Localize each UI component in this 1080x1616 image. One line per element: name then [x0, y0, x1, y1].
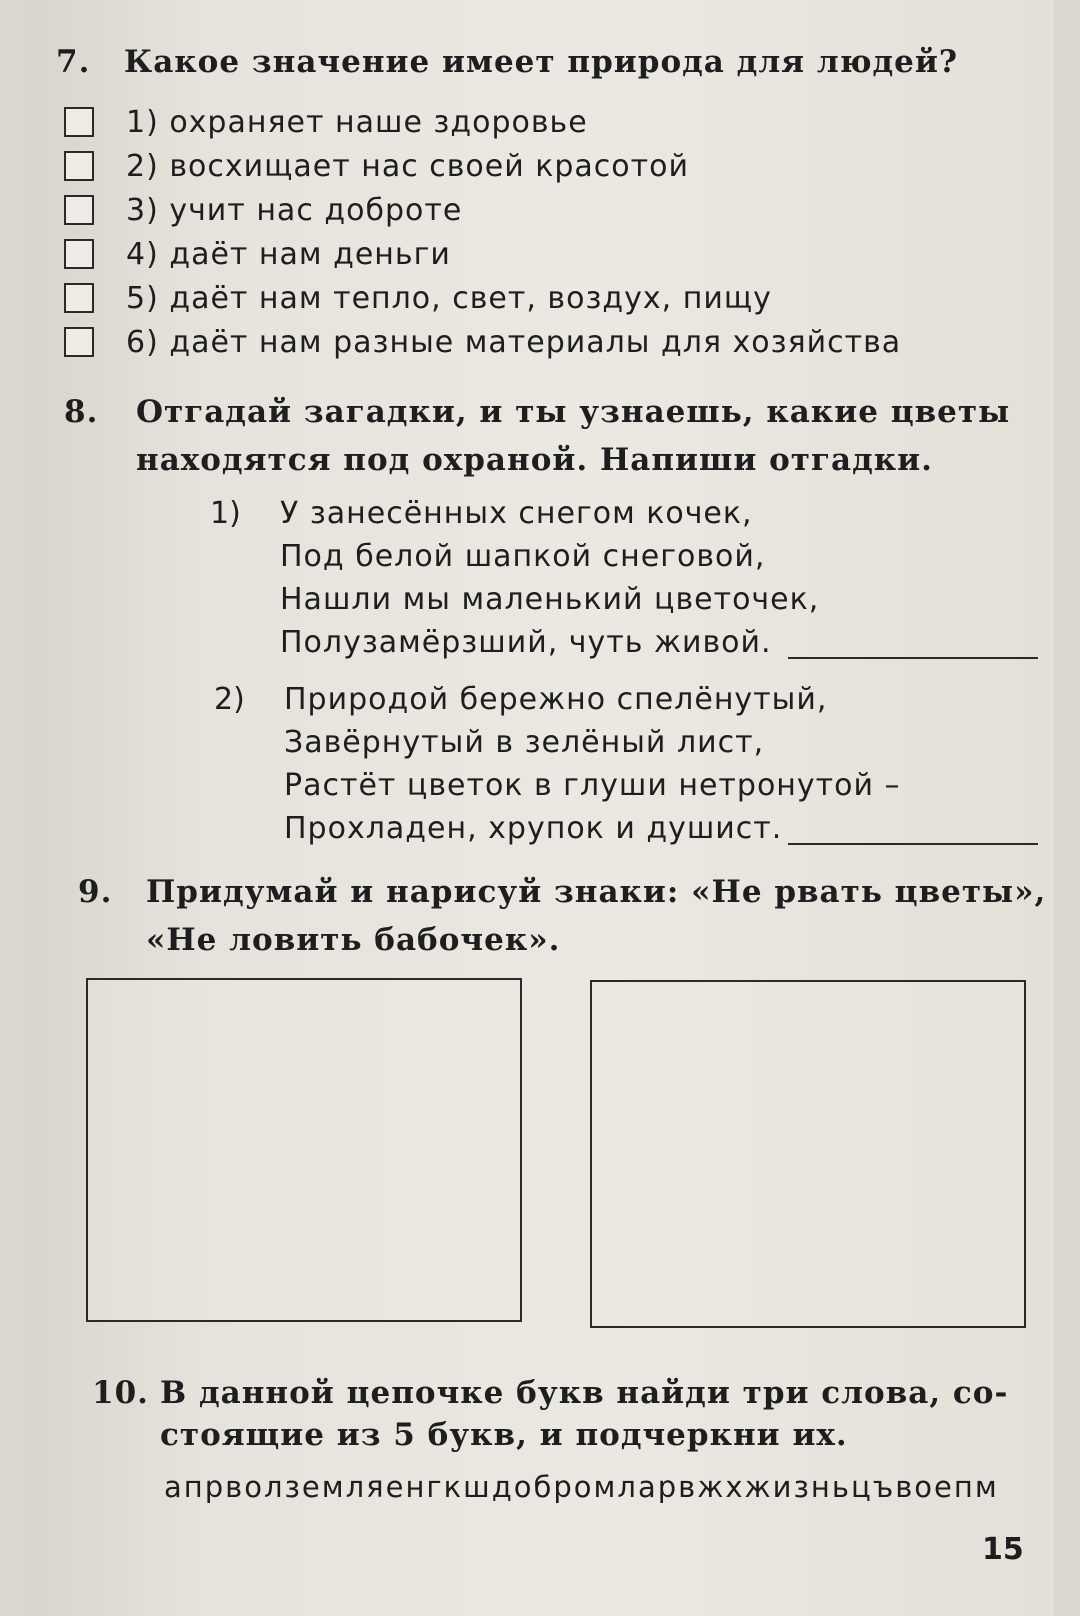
letter-chain[interactable]: апрволземляенгкшдобромларвжхжизньцъвоепм	[164, 1470, 999, 1504]
option-row[interactable]	[64, 100, 588, 144]
option-label: 5) даёт нам тепло, свет, воздух, пищу	[126, 280, 772, 316]
question-10-line-2: стоящие из 5 букв, и подчеркни их.	[160, 1417, 848, 1453]
question-7	[56, 38, 958, 86]
option-row[interactable]	[64, 320, 901, 364]
checkbox[interactable]	[64, 239, 94, 269]
riddle-2-line: Прохладен, хрупок и душист.	[284, 811, 783, 846]
option-row[interactable]	[64, 232, 451, 276]
answer-line-2[interactable]	[788, 843, 1038, 845]
riddle-2-number: 2)	[214, 682, 245, 717]
option-row[interactable]	[64, 276, 772, 320]
option-row[interactable]	[64, 144, 689, 188]
question-10	[92, 1372, 1008, 1456]
drawing-box-no-picking-flowers[interactable]	[86, 978, 522, 1322]
checkbox[interactable]	[64, 283, 94, 313]
answer-line-1[interactable]	[788, 657, 1038, 659]
riddle-1-number: 1)	[210, 496, 241, 531]
option-row[interactable]	[64, 188, 462, 232]
riddle-1-line: Полузамёрзший, чуть живой.	[280, 625, 772, 660]
checkbox[interactable]	[64, 195, 94, 225]
question-9	[78, 868, 1046, 964]
question-10-number: 10.	[92, 1375, 149, 1411]
option-label: 1) охраняет наше здоровье	[126, 104, 588, 140]
riddle-1-line: Нашли мы маленький цветочек,	[280, 582, 820, 617]
option-label: 3) учит нас доброте	[126, 192, 463, 228]
question-8	[64, 388, 1010, 484]
riddle-2-line: Завёрнутый в зелёный лист,	[284, 725, 765, 760]
option-label: 4) даёт нам деньги	[126, 236, 451, 272]
riddle-2-line: Растёт цветок в глуши нетронутой –	[284, 768, 901, 803]
drawing-box-no-catching-butterflies[interactable]	[590, 980, 1026, 1328]
question-8-number: 8.	[64, 394, 99, 430]
checkbox[interactable]	[64, 107, 94, 137]
question-9-line-2: «Не ловить бабочек».	[146, 922, 561, 958]
question-8-line-1: Отгадай загадки, и ты узнаешь, какие цветы	[136, 394, 1011, 430]
question-7-number: 7.	[56, 44, 91, 80]
riddle-1-line: Под белой шапкой снеговой,	[280, 539, 766, 574]
riddle-2-line: Природой бережно спелёнутый,	[284, 682, 828, 717]
question-8-line-2: находятся под охраной. Напиши отгадки.	[136, 442, 933, 478]
question-10-line-1: В данной цепочке букв найди три слова, со-	[160, 1375, 1009, 1411]
checkbox[interactable]	[64, 327, 94, 357]
option-label: 2) восхищает нас своей красотой	[126, 148, 689, 184]
checkbox[interactable]	[64, 151, 94, 181]
page-number: 15	[982, 1532, 1024, 1567]
option-label: 6) даёт нам разные материалы для хозяйства	[126, 324, 902, 360]
riddle-1-line: У занесённых снегом кочек,	[280, 496, 753, 531]
question-7-text: Какое значение имеет природа для людей?	[124, 44, 959, 80]
question-9-line-1: Придумай и нарисуй знаки: «Не рвать цветы»,	[146, 874, 1047, 910]
workbook-page	[24, 0, 1054, 1616]
question-9-number: 9.	[78, 874, 113, 910]
